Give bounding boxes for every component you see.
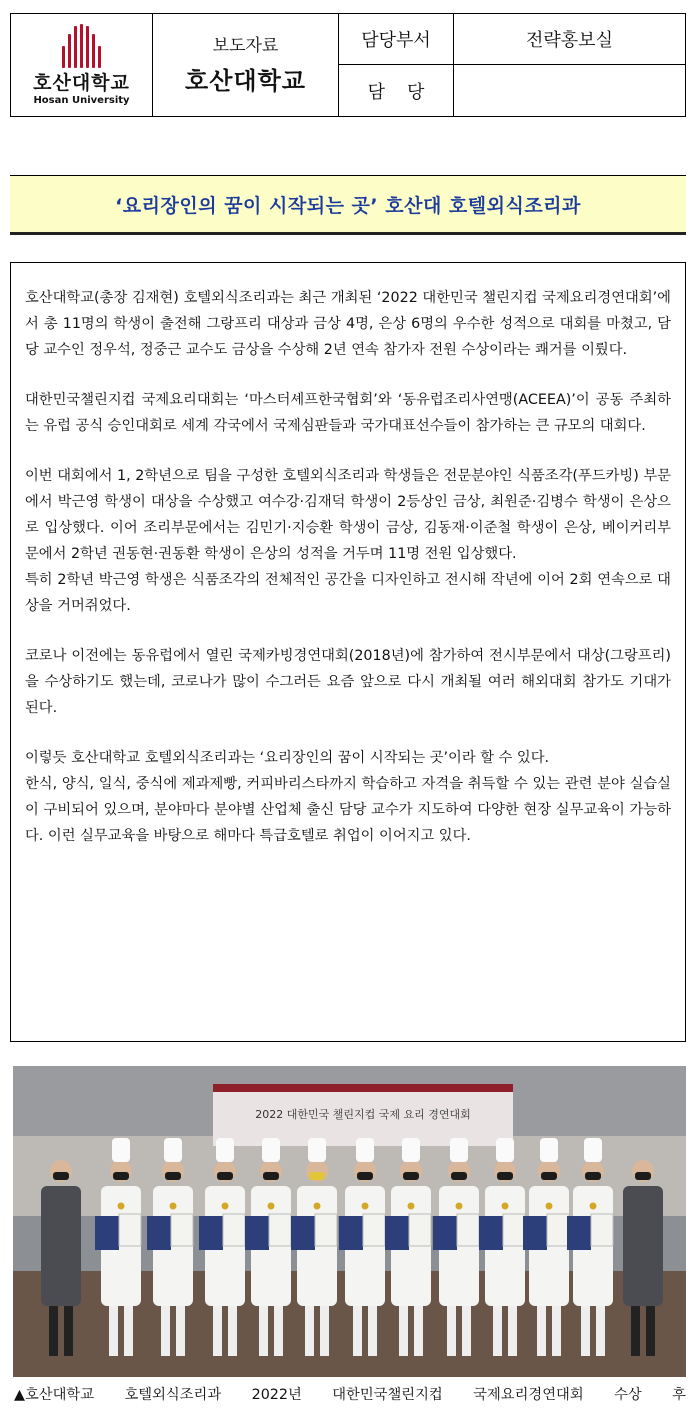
logo-name-english: Hosan University (33, 95, 130, 106)
paragraph-spacer (25, 363, 671, 387)
caption-word-2: 호텔외식조리과 (124, 1387, 222, 1403)
paragraph-6: 이렇듯 호산대학교 호텔외식조리과는 ‘요리장인의 꿈이 시작되는 곳’이라 할 수 있다. (25, 750, 550, 766)
banner-text: 2022 대한민국 챌린지컵 국제 요리 경연대회 (255, 1108, 471, 1121)
release-university: 호산대학교 (185, 66, 306, 95)
caption-word-5: 국제요리경연대회 (473, 1387, 584, 1403)
paragraph-3: 이번 대회에서 1, 2학년으로 팀을 구성한 호텔외식조리과 학생들은 전문분야인 식품조각(푸드카빙) 부문에서 박근영 학생이 대상을 수상했고 여수강·김재덕 학생이 2등상인 금상, 최원준·김병수 학생이 은상으로 입상했다. 이어 조리부문에서는 김민기·지승환 학생이 금상, 김동재·이준철 학생이 은상, 베이커리부문에서 2학년 권동현·권동환 학생이 은상의 성적을 거두며 11명 전원 입상했다. (25, 468, 671, 562)
caption-word-3: 2022년 (251, 1387, 302, 1403)
department-label: 담당부서 (339, 14, 454, 65)
contact-value (454, 65, 685, 116)
article-title: ‘요리장인의 꿈이 시작되는 곳’ 호산대 호텔외식조리과 (10, 175, 686, 235)
release-info (153, 14, 339, 116)
department-value: 전략홍보실 (454, 14, 685, 65)
university-logo (11, 14, 153, 116)
caption-word-4: 대한민국챌린지컵 (332, 1387, 443, 1403)
paragraph-4: 특히 2학년 박근영 학생은 식품조각의 전체적인 공간을 디자인하고 전시해 작년에 이어 2회 연속으로 대상을 거머쥐었다. (25, 572, 671, 614)
university-emblem-icon (62, 24, 101, 68)
article-body (10, 262, 686, 1042)
paragraph-2: 대한민국챌린지컵 국제요리대회는 ‘마스터셰프한국협회’와 ‘동유럽조리사연맹(ACEEA)’이 공동 주최하는 유럽 공식 승인대회로 세계 각국에서 국제심판들과 국가대표선수들이 참가하는 큰 규모의 대회다. (25, 392, 671, 434)
award-group-photo (13, 1066, 686, 1377)
logo-name-korean: 호산대학교 (33, 72, 130, 94)
release-label: 보도자료 (212, 35, 279, 56)
caption-marker: ▲ (14, 1387, 25, 1403)
caption-word-7: 후 (672, 1387, 686, 1403)
caption-word-6: 수상 (614, 1387, 642, 1403)
caption-word-1: ▲호산대학교 (14, 1387, 95, 1403)
paragraph-5: 코로나 이전에는 동유럽에서 열린 국제카빙경연대회(2018년)에 참가하여 전시부문에서 대상(그랑프리)을 수상하기도 했는데, 코로나가 많이 수그러든 요즘 앞으로 다시 개최될 여러 해외대회 참가도 기대가 된다. (25, 648, 671, 716)
press-release-header (10, 13, 686, 117)
paragraph-spacer (25, 619, 671, 643)
paragraph-1: 호산대학교(총장 김재현) 호텔외식조리과는 최근 개최된 ‘2022 대한민국 챌린지컵 국제요리경연대회’에서 총 11명의 학생이 출전해 그랑프리 대상과 금상 4명, 은상 6명의 우수한 성적으로 대회를 마쳤고, 담당 교수인 정우석, 정중근 교수도 금상을 수상해 2년 연속 참가자 전원 수상이라는 쾌거를 이뤘다. (25, 290, 671, 358)
paragraph-spacer (25, 721, 671, 745)
paragraph-7: 한식, 양식, 일식, 중식에 제과제빵, 커피바리스타까지 학습하고 자격을 취득할 수 있는 관련 분야 실습실이 구비되어 있으며, 분야마다 분야별 산업체 출신 담당 교수가 지도하여 다양한 현장 실무교육이 가능하다. 이런 실무교육을 바탕으로 해마다 특급호텔로 취업이 이어지고 있다. (25, 776, 671, 844)
contact-label: 담당 (339, 65, 454, 116)
photo-caption (14, 1385, 686, 1405)
paragraph-spacer (25, 439, 671, 463)
group-photo-illustration (13, 1066, 686, 1377)
